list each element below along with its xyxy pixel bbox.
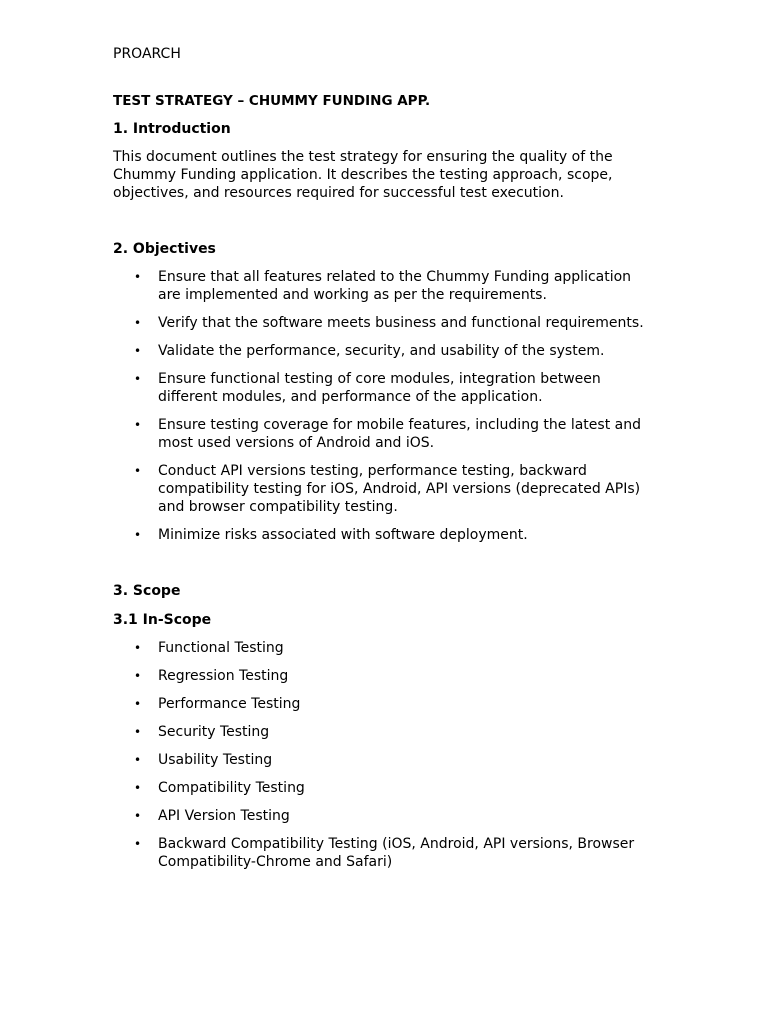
scope-item-text: Backward Compatibility Testing (iOS, Android, API versions, Browser Compatibility-Chrome and Safari) [158,836,635,870]
list-item [113,667,658,685]
objective-text: Conduct API versions testing, performance testing, backward compatibility testing for iOS, Android, API versions (deprecated APIs) and browser compatibility testing. [158,463,641,515]
list-item [113,807,658,825]
bullet-icon: • [134,316,142,330]
objective-text: Verify that the software meets business and functional requirements. [158,315,644,331]
bullet-icon: • [134,781,142,795]
list-item [113,695,658,713]
list-item [113,416,658,452]
list-item [113,835,658,871]
list-item [113,314,658,332]
bullet-icon: • [134,725,142,739]
bullet-icon: • [134,528,142,542]
scope-item-text: Functional Testing [158,640,284,656]
bullet-icon: • [134,464,142,478]
in-scope-list [113,639,658,881]
bullet-icon: • [134,837,142,851]
scope-item-text: Compatibility Testing [158,780,305,796]
list-item [113,779,658,797]
heading-introduction: 1. Introduction [113,121,231,137]
list-item [113,342,658,360]
list-item [113,723,658,741]
list-item [113,462,658,516]
list-item [113,751,658,769]
document-title: TEST STRATEGY – CHUMMY FUNDING APP. [113,93,431,109]
bullet-icon: • [134,418,142,432]
scope-item-text: Usability Testing [158,752,273,768]
objective-text: Ensure testing coverage for mobile features, including the latest and most used versions of Android and iOS. [158,417,641,451]
bullet-icon: • [134,372,142,386]
heading-in-scope: 3.1 In-Scope [113,612,212,628]
objective-text: Validate the performance, security, and usability of the system. [158,343,605,359]
heading-objectives: 2. Objectives [113,241,216,257]
bullet-icon: • [134,344,142,358]
list-item [113,526,658,544]
bullet-icon: • [134,753,142,767]
list-item [113,370,658,406]
bullet-icon: • [134,697,142,711]
company-header: PROARCH [113,46,181,62]
list-item [113,268,658,304]
heading-scope: 3. Scope [113,583,181,599]
bullet-icon: • [134,669,142,683]
objectives-list [113,268,658,554]
scope-item-text: API Version Testing [158,808,290,824]
bullet-icon: • [134,809,142,823]
scope-item-text: Regression Testing [158,668,289,684]
objective-text: Minimize risks associated with software deployment. [158,527,528,543]
bullet-icon: • [134,270,142,284]
objective-text: Ensure that all features related to the Chummy Funding application are implemented and working as per the requirements. [158,269,632,303]
scope-item-text: Performance Testing [158,696,301,712]
list-item [113,639,658,657]
introduction-paragraph: This document outlines the test strategy for ensuring the quality of the Chummy Funding application. It describes the testing approach, scope, objectives, and resources required for successful test execution. [113,149,613,201]
objective-text: Ensure functional testing of core modules, integration between different modules, and performance of the application. [158,371,601,405]
scope-item-text: Security Testing [158,724,270,740]
bullet-icon: • [134,641,142,655]
